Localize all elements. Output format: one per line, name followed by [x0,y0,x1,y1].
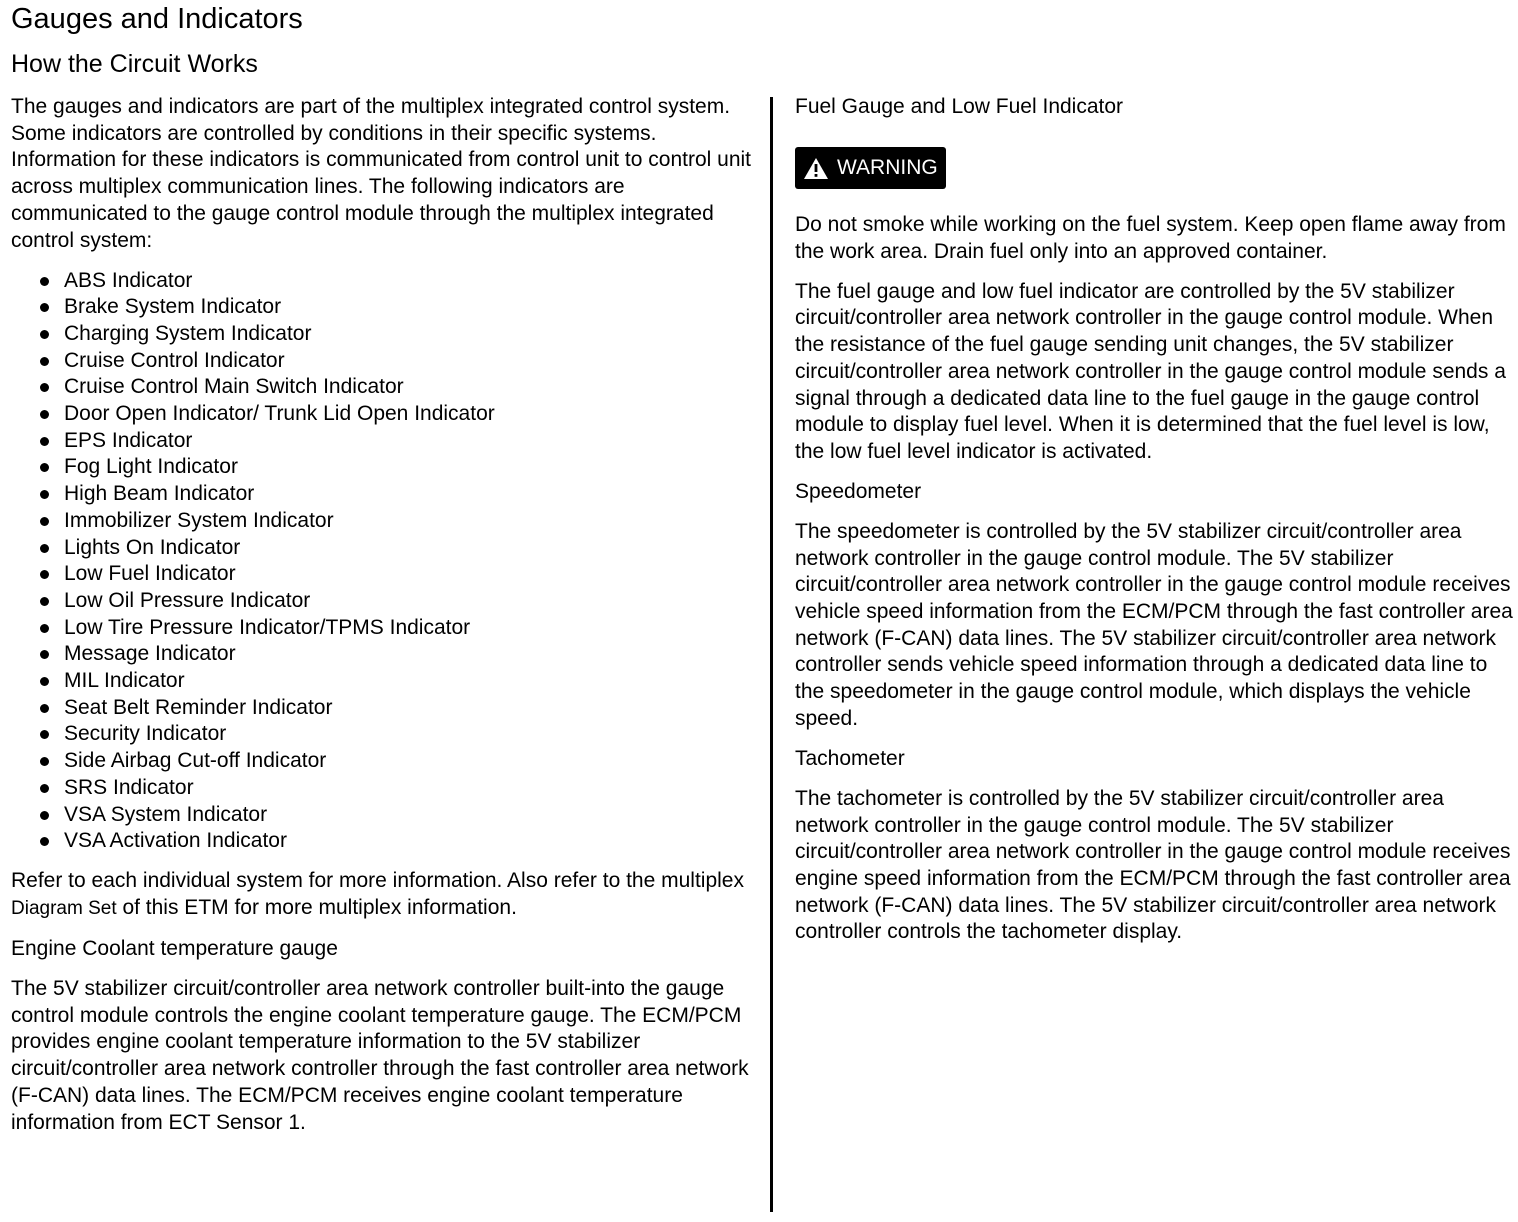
list-item-label: Message Indicator [64,642,236,666]
right-column [795,94,1517,959]
list-item-label: SRS Indicator [64,775,194,799]
page-title: Gauges and Indicators [11,3,303,35]
intro-paragraph: The gauges and indicators are part of the multiplex integrated control system. Some indicators are controlled by conditions in their specific systems. Information for these indicators is communicated from control unit to control unit across multiplex communication lines. The following indicators are communicated to the gauge control module through the multiplex integrated control system: [11,95,752,252]
bullet-icon [40,811,49,820]
list-item-label: Low Tire Pressure Indicator/TPMS Indicator [64,615,471,639]
bullet-icon [40,624,49,633]
list-item-label: Door Open Indicator/ Trunk Lid Open Indicator [64,402,495,426]
list-item [11,561,759,588]
refer-text-after: of this ETM for more multiplex information. [116,895,517,919]
bullet-icon [40,437,49,446]
fuel-paragraph: The fuel gauge and low fuel indicator are controlled by the 5V stabilizer circuit/controller area network controller in the gauge control module. When the resistance of the fuel gauge sending unit changes, the 5V stabilizer circuit/controller area network controller in the gauge control module sends a signal through a dedicated data line to the fuel gauge in the gauge control module to display fuel level. When it is determined that the fuel level is low, the low fuel level indicator is activated. [795,279,1506,463]
list-item [11,401,759,428]
list-item-label: Cruise Control Indicator [64,348,285,372]
bullet-icon [40,357,49,366]
bullet-icon [40,463,49,472]
section-title: How the Circuit Works [11,50,258,78]
bullet-icon [40,330,49,339]
bullet-icon [40,570,49,579]
list-item-label: Low Fuel Indicator [64,562,236,586]
list-item [11,802,759,829]
list-item-label: Charging System Indicator [64,321,312,345]
list-item-label: ABS Indicator [64,268,193,292]
speedometer-paragraph: The speedometer is controlled by the 5V stabilizer circuit/controller area network controller in the gauge control module. The 5V stabilizer circuit/controller area network controller in the gauge control module receives vehicle speed information from the ECM/PCM through the fast controller area network (F-CAN) data lines. The 5V stabilizer circuit/controller area network controller sends vehicle speed information through a dedicated data line to the speedometer in the gauge control module, which displays the vehicle speed. [795,519,1513,730]
bullet-icon [40,784,49,793]
coolant-paragraph: The 5V stabilizer circuit/controller area network controller built-into the gauge control module controls the engine coolant temperature gauge. The ECM/PCM provides engine coolant temperature information to the 5V stabilizer circuit/controller area network controller through the fast controller area network (F-CAN) data lines. The ECM/PCM receives engine coolant temperature information from ECT Sensor 1. [11,976,749,1134]
bullet-icon [40,383,49,392]
left-column [11,94,759,1150]
bullet-icon [40,410,49,419]
list-item [11,828,759,855]
list-item-label: Immobilizer System Indicator [64,508,334,532]
list-item-label: EPS Indicator [64,428,193,452]
list-item [11,348,759,375]
speedometer-heading: Speedometer [795,479,922,503]
list-item-label: Cruise Control Main Switch Indicator [64,375,404,399]
bullet-icon [40,517,49,526]
list-item [11,588,759,615]
list-item [11,775,759,802]
bullet-icon [40,303,49,312]
list-item [11,748,759,775]
list-item [11,695,759,722]
bullet-icon [40,490,49,499]
tachometer-paragraph: The tachometer is controlled by the 5V stabilizer circuit/controller area network controller in the gauge control module. The 5V stabilizer circuit/controller area network controller in the gauge control module receives engine speed information from the ECM/PCM through the fast controller area network (F-CAN) data lines. The 5V stabilizer circuit/controller area network controller controls the tachometer display. [795,786,1511,944]
bullet-icon [40,757,49,766]
list-item-label: Lights On Indicator [64,535,241,559]
list-item [11,428,759,455]
list-item [11,641,759,668]
list-item [11,454,759,481]
list-item-label: Security Indicator [64,722,227,746]
list-item-label: High Beam Indicator [64,482,255,506]
bullet-icon [40,837,49,846]
warning-paragraph: Do not smoke while working on the fuel system. Keep open flame away from the work area. Drain fuel only into an approved container. [795,213,1506,263]
bullet-icon [40,277,49,286]
list-item-label: VSA Activation Indicator [64,829,287,853]
list-item [11,481,759,508]
list-item-label: Low Oil Pressure Indicator [64,588,311,612]
list-item-label: VSA System Indicator [64,802,268,826]
list-item [11,268,759,295]
bullet-icon [40,544,49,553]
coolant-heading: Engine Coolant temperature gauge [11,936,338,960]
list-item-label: Fog Light Indicator [64,455,238,479]
warning-badge [795,147,946,189]
list-item-label: Seat Belt Reminder Indicator [64,695,333,719]
refer-paragraph [11,868,759,922]
list-item [11,615,759,642]
list-item [11,668,759,695]
bullet-icon [40,597,49,606]
bullet-icon [40,677,49,686]
tachometer-heading: Tachometer [795,746,905,770]
list-item [11,508,759,535]
column-divider [770,97,773,1212]
fuel-heading: Fuel Gauge and Low Fuel Indicator [795,95,1124,118]
list-item [11,374,759,401]
warning-label: WARNING [837,155,938,179]
bullet-icon [40,730,49,739]
list-item-label: Side Airbag Cut-off Indicator [64,749,327,773]
list-item [11,535,759,562]
list-item [11,294,759,321]
list-item [11,721,759,748]
refer-text-before: Refer to each individual system for more information. Also refer to the multiplex [11,869,744,893]
indicator-list [11,268,759,855]
diagram-set-link[interactable]: Diagram Set [11,897,117,919]
bullet-icon [40,650,49,659]
warning-triangle-icon [803,157,829,180]
list-item-label: MIL Indicator [64,669,185,693]
bullet-icon [40,704,49,713]
list-item-label: Brake System Indicator [64,295,282,319]
list-item [11,321,759,348]
